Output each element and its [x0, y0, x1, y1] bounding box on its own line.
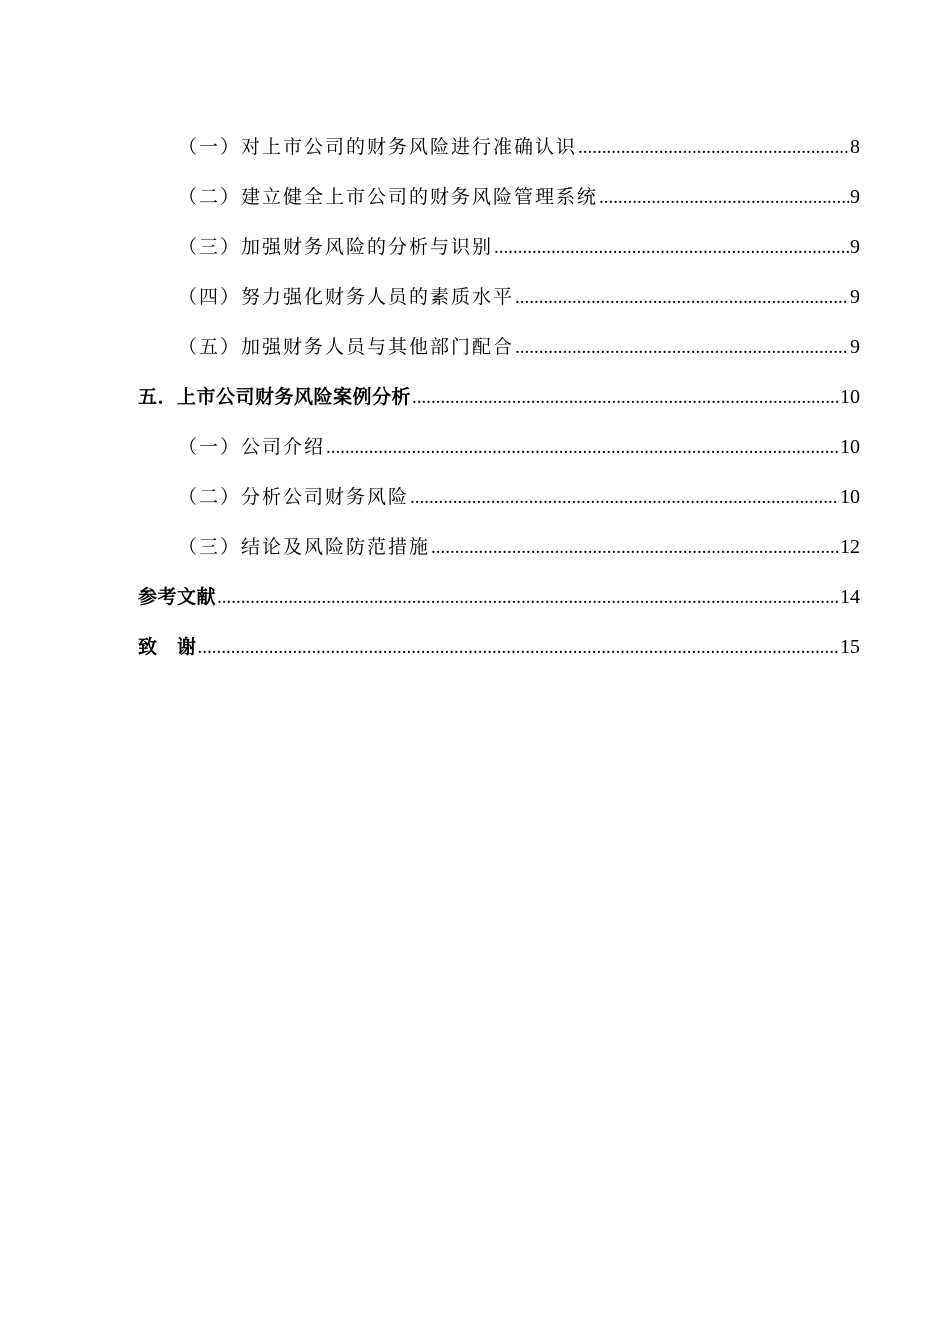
toc-entry[interactable]: [138, 632, 860, 682]
toc-entry-title: （一）公司介绍: [178, 436, 326, 458]
toc-dot-leader: [494, 238, 849, 257]
toc-entry[interactable]: [138, 482, 860, 532]
table-of-contents: [138, 132, 860, 682]
toc-page-number: 9: [850, 186, 860, 208]
toc-dot-leader: [599, 188, 849, 207]
toc-entry[interactable]: [138, 432, 860, 482]
toc-page-number: 9: [850, 236, 860, 258]
toc-entry[interactable]: [138, 582, 860, 632]
toc-page-number: 14: [840, 586, 860, 608]
toc-entry[interactable]: [138, 382, 860, 432]
toc-entry-title: （五）加强财务人员与其他部门配合: [178, 336, 515, 358]
toc-entry[interactable]: [138, 132, 860, 182]
toc-dot-leader: [431, 538, 839, 557]
toc-entry-title: （一）对上市公司的财务风险进行准确认识: [178, 136, 578, 158]
toc-page-number: 15: [840, 636, 860, 658]
toc-page-number: 10: [840, 486, 860, 508]
toc-entry-title: （二）分析公司财务风险: [178, 486, 410, 508]
toc-dot-leader: [412, 388, 839, 407]
toc-dot-leader: [515, 288, 849, 307]
toc-entry-title: 致 谢: [138, 636, 197, 658]
toc-dot-leader: [198, 638, 839, 657]
toc-entry-title: （四）努力强化财务人员的素质水平: [178, 286, 515, 308]
toc-entry-title: （二）建立健全上市公司的财务风险管理系统: [178, 186, 599, 208]
toc-page-number: 8: [850, 136, 860, 158]
toc-page-number: 9: [850, 286, 860, 308]
toc-dot-leader: [410, 488, 839, 507]
toc-entry[interactable]: [138, 232, 860, 282]
toc-entry-title: （三）结论及风险防范措施: [178, 536, 431, 558]
toc-dot-leader: [578, 138, 849, 157]
toc-entry[interactable]: [138, 532, 860, 582]
toc-dot-leader: [326, 438, 839, 457]
toc-entry-title: 参考文献: [138, 586, 217, 608]
toc-dot-leader: [217, 588, 839, 607]
toc-entry[interactable]: [138, 332, 860, 382]
toc-dot-leader: [515, 338, 849, 357]
toc-page-number: 9: [850, 336, 860, 358]
toc-entry[interactable]: [138, 282, 860, 332]
toc-entry-title: （三）加强财务风险的分析与识别: [178, 236, 494, 258]
toc-page-number: 12: [840, 536, 860, 558]
toc-page-number: 10: [840, 436, 860, 458]
toc-entry-title: 五．上市公司财务风险案例分析: [138, 386, 412, 408]
toc-entry[interactable]: [138, 182, 860, 232]
toc-page-number: 10: [840, 386, 860, 408]
